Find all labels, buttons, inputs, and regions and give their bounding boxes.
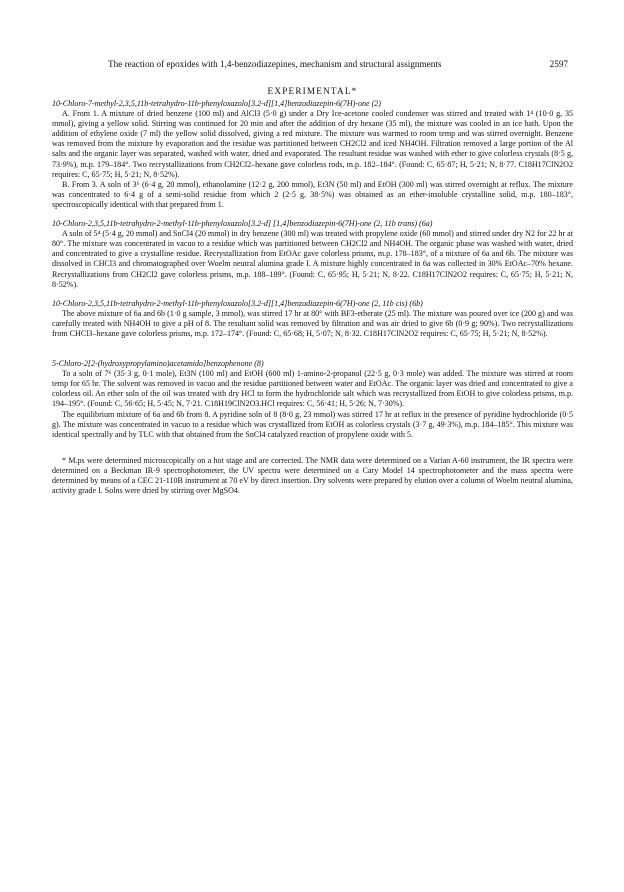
procedure-paragraph: To a soln of 7⁶ (35·3 g, 0·1 mole), Et3N (100 ml) and EtOH (600 ml) 1-amino-2-propanol (22·5 g, 0·3 mole) was added. The mixture was stirred at room temp for 65 hr. The solvent was removed in vacuo and the residue partitioned between water and EtOAc. The organic layer was dried and concentrated to give a colorless oil. An ether soln of the oil was treated with dry HCl to form the hydrochloride salt which was recrystallized from EtOH to give colorless prisms, m.p. 194–195°. (Found: C, 56·65; H, 5·45; N, 7·21. C18H19ClN2O3.HCl requires: C, 56·41; H, 5·26; N, 7·30%). <box>52 369 573 409</box>
compound-heading-8: 5-Chloro-2[2-(hydroxypropylamino)acetamido]benzophenone (8) <box>52 359 264 369</box>
procedure-paragraph: The above mixture of 6a and 6b (1·0 g sample, 3 mmol), was stirred 17 hr at 80° with BF3-etherate (25 ml). The mixture was poured over ice (200 g) and was carefully treated with NH4OH to give a pH of 8. The resultant solid was removed by filtration and was air dried to give 6b (0·9 g; 90%). Two recrystallizations from CHCl3–hexane gave colorless prisms, m.p. 172–174°. (Found: C, 65·68; H, 5·07; N, 8·32. C18H17ClN2O2 requires: C, 65·75; H, 5·21; N, 8·52%). <box>52 308 573 338</box>
compound-heading-6a: 10-Chloro-2,3,5,11b-tetrahydro-2-methyl-11b-phenyloxazolo[3.2-d] [1,4]benzodiazepin-6(7H)-one (2, 11b trans) (6a) <box>52 219 433 229</box>
running-head-title: The reaction of epoxides with 1,4-benzodiazepines, mechanism and structural assignments <box>108 59 442 69</box>
section-title: EXPERIMENTAL* <box>267 86 358 96</box>
body-text <box>52 86 573 496</box>
footnote <box>52 456 573 496</box>
footnote-text: * M.ps were determined microscopically on a hot stage and are corrected. The NMR data were determined on a Varian A-60 instrument, the IR spectra were determined on a Beckman IR-9 spectrophotometer, the UV spectra were determined on a Cary Model 14 spectrophotometer and the mass spectra were determined by means of a CEC 21-110B instrument at 70 eV by direct insertion. Dry solvents were prepared by elution over a column of Woelm neutral alumina, activity grade I. Solns were dried by stirring over MgSO4. <box>52 455 573 496</box>
page-number: 2597 <box>549 59 568 69</box>
procedure-paragraph: The equilibrium mixture of 6a and 6b from 8. A pyridine soln of 8 (8·0 g, 23 mmol) was stirred 17 hr at reflux in the presence of pyridine hydrochloride (0·5 g). The mixture was concentrated in vacuo to a residue which was crystallized from EtOH as colorless crystals (3·7 g, 49·3%), m.p. 184–185°. This mixture was identical spectrally and by TLC with that obtained from the SnCl4 catalyzed reaction of propylene oxide with 5. <box>52 409 573 439</box>
compound-heading-6b: 10-Chloro-2,3,5,11b-tetrahydro-2-methyl-11b-phenyloxazolo[3.2-d][1,4]benzodiazepin-6(7H)-one (2, 11b cis) (6b) <box>52 298 423 308</box>
procedure-paragraph: A soln of 5⁴ (5·4 g, 20 mmol) and SnCl4 (20 mmol) in dry benzene (300 ml) was treated with propylene oxide (60 mmol) and stirred under dry N2 for 22 hr at 80°. The mixture was concentrated in vacuo to a residue which was partitioned between CH2Cl2 and NH4OH. The organic phase was washed with water, dried and concentrated to give a crystalline residue. Recrystallization from EtOAc gave colorless prisms, m.p. 178–183°, of a mixture of 6a and 6b. The mixture was dissolved in CHCl3 and chromatographed over Woelm neutral alumina grade I. A mixture highly concentrated in 6a was collected in 30% EtOAc–70% hexane. Recrystallizations from CH2Cl2 gave colorless prisms, m.p. 188–189°. (Found: C, 65·95; H, 5·21; N, 8·22. C18H17ClN2O2 requires: C, 65·75; H, 5·21; N, 8·52%). <box>52 229 573 289</box>
compound-heading-2: 10-Chloro-7-methyl-2,3,5,11b-tetrahydro-11b-phenyloxazolo[3.2-d][1,4]benzodiazepin-6(7H)-one (2) <box>52 99 381 108</box>
procedure-paragraph: A. From 1. A mixture of dried benzene (100 ml) and AlCl3 (5·0 g) under a Dry Ice-acetone cooled condenser was stirred and treated with 1⁴ (10·0 g, 35 mmol), giving a yellow solid. Stirring was continued for 20 min and after the addition of dry hexane (35 ml), the mixture was cooled in an ice bath. Upon the addition of ethylene oxide (7 ml) the yellow solid dissolved, giving a red mixture. The mixture was warmed to room temp and was stirred overnight. Benzene was removed from the mixture by evaporation and the residue was partitioned between CH2Cl2 and iced NH4OH. Filtration removed a large portion of the Al salts and the organic layer was separated, washed with water, dried and evaporated. The resultant residue was washed with ether to give colorless crystals (8·5 g, 73·9%), m.p. 179–184°. Two recrystallizations from CH2Cl2–hexane gave colorless rods, m.p. 182–184°. (Found: C, 65·87; H, 5·21; N, 8·77. C18H17ClN2O2 requires: C, 65·75; H, 5·21; N, 8·52%). <box>52 109 573 179</box>
running-head <box>108 58 568 70</box>
procedure-paragraph: B. From 3. A soln of 3⁶ (6·4 g, 20 mmol), ethanolamine (12·2 g, 200 mmol), Et3N (50 ml) and EtOH (300 ml) was stirred overnight at reflux. The mixture was concentrated to 6·4 g of a semi-solid residue from which 2 (2·5 g, 38·5%) was obtained as an ether-insoluble crystalline solid, m.p. 180–183°, spectroscopically identical with that prepared from 1. <box>52 179 573 209</box>
